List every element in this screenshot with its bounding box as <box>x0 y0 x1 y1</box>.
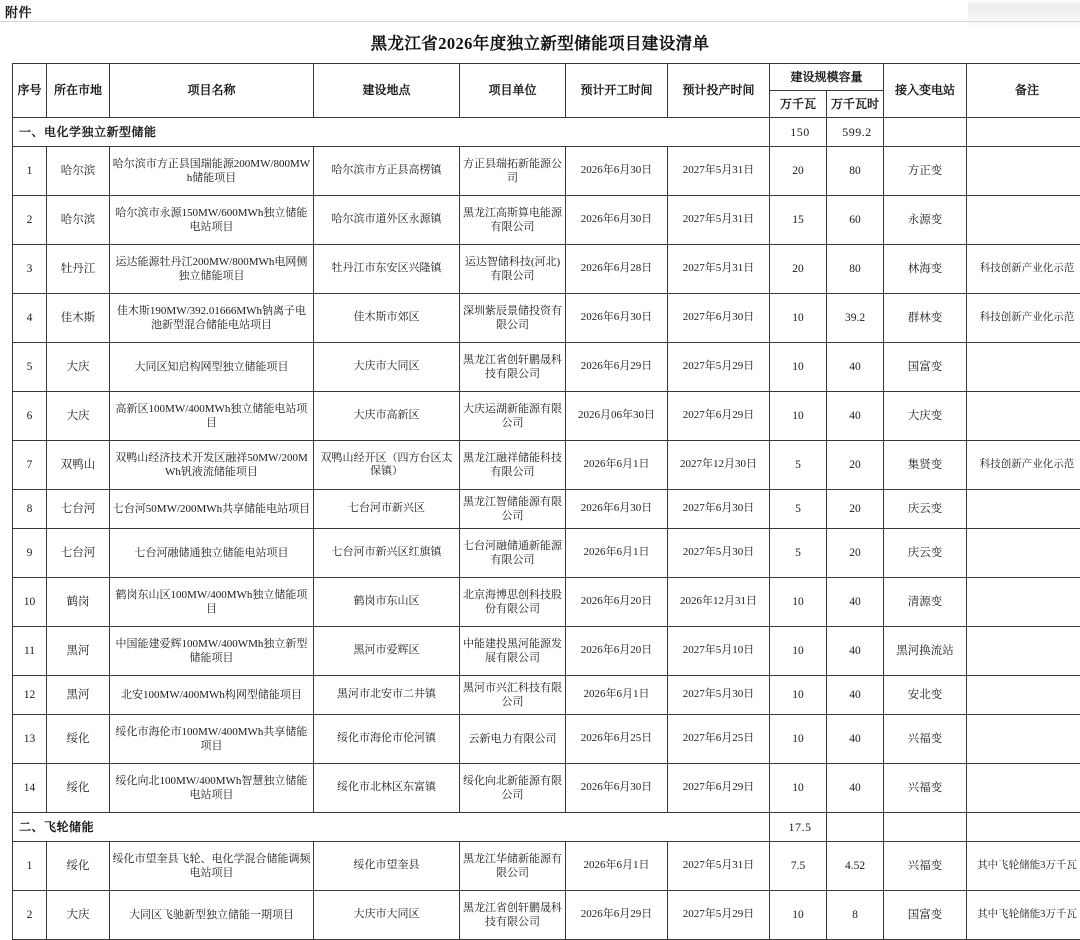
cell-city: 黑河 <box>47 676 110 715</box>
cell-seq: 12 <box>13 676 47 715</box>
cell-start-time: 2026年6月30日 <box>566 764 668 813</box>
cell-project-name: 鹤岗东山区100MW/400MWh独立储能项目 <box>110 578 314 627</box>
table-row <box>13 578 1080 627</box>
cell-project-name: 双鸭山经济技术开发区融祥50MW/200MWh钒液流储能项目 <box>110 441 314 490</box>
cell-capacity-power: 10 <box>770 715 827 764</box>
table-row <box>13 490 1080 529</box>
cell-site: 双鸭山经开区（四方台区太保镇） <box>314 441 460 490</box>
cell-unit: 北京海博思创科技股份有限公司 <box>460 578 566 627</box>
cell-operation-time: 2027年6月30日 <box>668 490 770 529</box>
col-header-note: 备注 <box>967 64 1080 118</box>
cell-project-name: 绥化市海伦市100MW/400MWh共享储能项目 <box>110 715 314 764</box>
cell-seq: 14 <box>13 764 47 813</box>
cell-note <box>967 196 1080 245</box>
col-header-substation: 接入变电站 <box>884 64 967 118</box>
cell-capacity-power: 10 <box>770 764 827 813</box>
cell-substation: 庆云变 <box>884 529 967 578</box>
col-header-operation-time: 预计投产时间 <box>668 64 770 118</box>
cell-start-time: 2026年6月1日 <box>566 529 668 578</box>
cell-city: 哈尔滨 <box>47 196 110 245</box>
cell-note <box>967 147 1080 196</box>
cell-substation: 大庆变 <box>884 392 967 441</box>
cell-project-name: 大同区知启构网型独立储能项目 <box>110 343 314 392</box>
cell-site: 佳木斯市郊区 <box>314 294 460 343</box>
cell-capacity-energy: 80 <box>827 147 884 196</box>
cell-unit: 黑龙江高斯算电能源有限公司 <box>460 196 566 245</box>
cell-site: 大庆市高新区 <box>314 392 460 441</box>
cell-unit: 大庆运湖新能源有限公司 <box>460 392 566 441</box>
cell-start-time: 2026年6月28日 <box>566 245 668 294</box>
scan-shadow-artifact <box>968 0 1080 26</box>
section-total-power: 150 <box>770 118 827 147</box>
cell-note: 科技创新产业化示范 <box>967 245 1080 294</box>
cell-capacity-energy: 40 <box>827 343 884 392</box>
cell-substation: 兴福变 <box>884 842 967 891</box>
cell-substation: 庆云变 <box>884 490 967 529</box>
cell-unit: 方正县瑞拓新能源公司 <box>460 147 566 196</box>
cell-unit: 黑龙江华储新能源有限公司 <box>460 842 566 891</box>
table-row <box>13 764 1080 813</box>
cell-note: 其中飞轮储能3万千瓦 <box>967 891 1080 940</box>
cell-project-name: 大同区飞驰新型独立储能一期项目 <box>110 891 314 940</box>
table-row <box>13 529 1080 578</box>
col-header-project-name: 项目名称 <box>110 64 314 118</box>
cell-site: 大庆市大同区 <box>314 343 460 392</box>
cell-operation-time: 2027年5月31日 <box>668 245 770 294</box>
cell-operation-time: 2026年12月31日 <box>668 578 770 627</box>
cell-project-name: 哈尔滨市方正县国瑞能源200MW/800MWh储能项目 <box>110 147 314 196</box>
cell-site: 哈尔滨市道外区永源镇 <box>314 196 460 245</box>
cell-capacity-power: 5 <box>770 529 827 578</box>
cell-seq: 9 <box>13 529 47 578</box>
cell-substation: 国富变 <box>884 891 967 940</box>
cell-capacity-energy: 40 <box>827 578 884 627</box>
cell-capacity-power: 10 <box>770 676 827 715</box>
cell-start-time: 2026年6月29日 <box>566 891 668 940</box>
cell-substation: 林海变 <box>884 245 967 294</box>
cell-operation-time: 2027年5月30日 <box>668 676 770 715</box>
cell-capacity-power: 10 <box>770 294 827 343</box>
attachment-label: 附件 <box>5 2 32 21</box>
section-substation-blank <box>884 813 967 842</box>
table-row <box>13 294 1080 343</box>
table-body <box>13 118 1080 940</box>
cell-capacity-energy: 40 <box>827 715 884 764</box>
cell-unit: 黑河市兴汇科技有限公司 <box>460 676 566 715</box>
cell-operation-time: 2027年5月31日 <box>668 147 770 196</box>
table-row <box>13 842 1080 891</box>
table-row <box>13 196 1080 245</box>
cell-city: 大庆 <box>47 891 110 940</box>
cell-capacity-energy: 60 <box>827 196 884 245</box>
cell-seq: 7 <box>13 441 47 490</box>
cell-city: 鹤岗 <box>47 578 110 627</box>
cell-capacity-energy: 39.2 <box>827 294 884 343</box>
cell-capacity-energy: 8 <box>827 891 884 940</box>
table-row <box>13 147 1080 196</box>
cell-project-name: 高新区100MW/400MWh独立储能电站项目 <box>110 392 314 441</box>
cell-note <box>967 715 1080 764</box>
cell-note <box>967 627 1080 676</box>
table-row <box>13 891 1080 940</box>
cell-note <box>967 764 1080 813</box>
cell-capacity-power: 10 <box>770 343 827 392</box>
section-total-energy <box>827 813 884 842</box>
cell-project-name: 佳木斯190MW/392.01666MWh钠离子电池新型混合储能电站项目 <box>110 294 314 343</box>
cell-site: 牡丹江市东安区兴隆镇 <box>314 245 460 294</box>
cell-capacity-energy: 40 <box>827 764 884 813</box>
cell-unit: 七台河融储通新能源有限公司 <box>460 529 566 578</box>
cell-project-name: 北安100MW/400MWh构网型储能项目 <box>110 676 314 715</box>
cell-project-name: 七台河融储通独立储能电站项目 <box>110 529 314 578</box>
cell-unit: 黑龙江融祥储能科技有限公司 <box>460 441 566 490</box>
cell-capacity-power: 20 <box>770 147 827 196</box>
cell-substation: 永源变 <box>884 196 967 245</box>
section-row <box>13 813 1080 842</box>
cell-start-time: 2026年6月1日 <box>566 676 668 715</box>
cell-start-time: 2026年6月30日 <box>566 490 668 529</box>
cell-operation-time: 2027年6月30日 <box>668 294 770 343</box>
cell-city: 佳木斯 <box>47 294 110 343</box>
cell-site: 大庆市大同区 <box>314 891 460 940</box>
cell-substation: 方正变 <box>884 147 967 196</box>
cell-operation-time: 2027年5月30日 <box>668 529 770 578</box>
cell-note <box>967 490 1080 529</box>
cell-seq: 10 <box>13 578 47 627</box>
cell-project-name: 运达能源牡丹江200MW/800MWh电网侧独立储能项目 <box>110 245 314 294</box>
section-total-energy: 599.2 <box>827 118 884 147</box>
cell-city: 哈尔滨 <box>47 147 110 196</box>
cell-note: 科技创新产业化示范 <box>967 294 1080 343</box>
cell-start-time: 2026月06年30日 <box>566 392 668 441</box>
cell-site: 绥化市北林区东富镇 <box>314 764 460 813</box>
cell-site: 绥化市海伦市伦河镇 <box>314 715 460 764</box>
cell-start-time: 2026年6月29日 <box>566 343 668 392</box>
cell-capacity-power: 10 <box>770 392 827 441</box>
cell-seq: 1 <box>13 147 47 196</box>
cell-operation-time: 2027年12月30日 <box>668 441 770 490</box>
cell-seq: 4 <box>13 294 47 343</box>
cell-unit: 运达智储科技(河北)有限公司 <box>460 245 566 294</box>
section-title: 一、电化学独立新型储能 <box>13 118 770 147</box>
cell-city: 绥化 <box>47 715 110 764</box>
cell-unit: 云新电力有限公司 <box>460 715 566 764</box>
page-title: 黑龙江省2026年度独立新型储能项目建设清单 <box>0 30 1080 54</box>
cell-substation: 集贤变 <box>884 441 967 490</box>
col-header-capacity-energy: 万千瓦时 <box>827 91 884 118</box>
cell-project-name: 哈尔滨市永源150MW/600MWh独立储能电站项目 <box>110 196 314 245</box>
col-header-city: 所在市地 <box>47 64 110 118</box>
cell-seq: 2 <box>13 196 47 245</box>
cell-operation-time: 2027年5月31日 <box>668 842 770 891</box>
cell-note <box>967 578 1080 627</box>
cell-capacity-energy: 40 <box>827 627 884 676</box>
cell-site: 黑河市北安市二井镇 <box>314 676 460 715</box>
col-header-seq: 序号 <box>13 64 47 118</box>
section-note-blank <box>967 813 1080 842</box>
cell-capacity-power: 5 <box>770 441 827 490</box>
cell-city: 大庆 <box>47 343 110 392</box>
cell-start-time: 2026年6月30日 <box>566 147 668 196</box>
cell-substation: 兴福变 <box>884 764 967 813</box>
cell-start-time: 2026年6月30日 <box>566 294 668 343</box>
cell-start-time: 2026年6月30日 <box>566 196 668 245</box>
table-row <box>13 676 1080 715</box>
cell-unit: 黑龙江智储能源有限公司 <box>460 490 566 529</box>
cell-capacity-power: 10 <box>770 578 827 627</box>
cell-substation: 清源变 <box>884 578 967 627</box>
cell-city: 黑河 <box>47 627 110 676</box>
project-list-table <box>12 63 1080 940</box>
cell-seq: 3 <box>13 245 47 294</box>
cell-substation: 群林变 <box>884 294 967 343</box>
cell-note <box>967 392 1080 441</box>
section-row <box>13 118 1080 147</box>
cell-operation-time: 2027年6月29日 <box>668 392 770 441</box>
cell-start-time: 2026年6月20日 <box>566 578 668 627</box>
cell-city: 绥化 <box>47 842 110 891</box>
table-row <box>13 245 1080 294</box>
cell-capacity-energy: 4.52 <box>827 842 884 891</box>
cell-seq: 1 <box>13 842 47 891</box>
table-row <box>13 627 1080 676</box>
cell-substation: 兴福变 <box>884 715 967 764</box>
col-header-unit: 项目单位 <box>460 64 566 118</box>
cell-city: 绥化 <box>47 764 110 813</box>
cell-city: 七台河 <box>47 490 110 529</box>
cell-site: 七台河市新兴区 <box>314 490 460 529</box>
col-header-site: 建设地点 <box>314 64 460 118</box>
cell-site: 哈尔滨市方正县高楞镇 <box>314 147 460 196</box>
header-divider <box>0 21 1080 22</box>
cell-site: 七台河市新兴区红旗镇 <box>314 529 460 578</box>
cell-capacity-energy: 20 <box>827 441 884 490</box>
cell-project-name: 绥化向北100MW/400MWh智慧独立储能电站项目 <box>110 764 314 813</box>
section-title: 二、飞轮储能 <box>13 813 770 842</box>
table-row <box>13 441 1080 490</box>
cell-start-time: 2026年6月1日 <box>566 441 668 490</box>
cell-operation-time: 2027年6月25日 <box>668 715 770 764</box>
cell-project-name: 七台河50MW/200MWh共享储能电站项目 <box>110 490 314 529</box>
cell-project-name: 中国能建爱辉100MW/400WMh独立新型储能项目 <box>110 627 314 676</box>
cell-capacity-energy: 40 <box>827 392 884 441</box>
cell-unit: 黑龙江省创轩鹏晟科技有限公司 <box>460 343 566 392</box>
section-note-blank <box>967 118 1080 147</box>
cell-site: 黑河市爱辉区 <box>314 627 460 676</box>
cell-substation: 安北变 <box>884 676 967 715</box>
cell-capacity-power: 10 <box>770 627 827 676</box>
cell-start-time: 2026年6月1日 <box>566 842 668 891</box>
cell-seq: 2 <box>13 891 47 940</box>
cell-seq: 8 <box>13 490 47 529</box>
col-header-capacity-group: 建设规模容量 <box>770 64 884 91</box>
cell-unit: 中能建投黑河能源发展有限公司 <box>460 627 566 676</box>
cell-operation-time: 2027年5月10日 <box>668 627 770 676</box>
cell-substation: 国富变 <box>884 343 967 392</box>
cell-capacity-energy: 20 <box>827 529 884 578</box>
cell-note <box>967 676 1080 715</box>
cell-start-time: 2026年6月25日 <box>566 715 668 764</box>
cell-capacity-power: 20 <box>770 245 827 294</box>
cell-capacity-power: 5 <box>770 490 827 529</box>
cell-operation-time: 2027年5月29日 <box>668 891 770 940</box>
table-header <box>13 64 1080 118</box>
cell-site: 绥化市望奎县 <box>314 842 460 891</box>
cell-city: 双鸭山 <box>47 441 110 490</box>
col-header-start-time: 预计开工时间 <box>566 64 668 118</box>
cell-note <box>967 529 1080 578</box>
cell-capacity-energy: 20 <box>827 490 884 529</box>
cell-seq: 6 <box>13 392 47 441</box>
cell-seq: 5 <box>13 343 47 392</box>
cell-capacity-power: 15 <box>770 196 827 245</box>
cell-capacity-energy: 40 <box>827 676 884 715</box>
cell-capacity-energy: 80 <box>827 245 884 294</box>
cell-city: 七台河 <box>47 529 110 578</box>
cell-site: 鹤岗市东山区 <box>314 578 460 627</box>
table-row <box>13 715 1080 764</box>
cell-operation-time: 2027年5月29日 <box>668 343 770 392</box>
cell-operation-time: 2027年5月31日 <box>668 196 770 245</box>
cell-note: 科技创新产业化示范 <box>967 441 1080 490</box>
cell-note <box>967 343 1080 392</box>
cell-unit: 黑龙江省创轩鹏晟科技有限公司 <box>460 891 566 940</box>
cell-unit: 深圳紫辰景储投资有限公司 <box>460 294 566 343</box>
section-total-power: 17.5 <box>770 813 827 842</box>
cell-city: 大庆 <box>47 392 110 441</box>
cell-project-name: 绥化市望奎县飞轮、电化学混合储能调频电站项目 <box>110 842 314 891</box>
cell-seq: 11 <box>13 627 47 676</box>
cell-note: 其中飞轮储能3万千瓦 <box>967 842 1080 891</box>
cell-operation-time: 2027年6月29日 <box>668 764 770 813</box>
table-row <box>13 392 1080 441</box>
cell-start-time: 2026年6月20日 <box>566 627 668 676</box>
table-row <box>13 343 1080 392</box>
cell-capacity-power: 10 <box>770 891 827 940</box>
cell-unit: 绥化向北新能源有限公司 <box>460 764 566 813</box>
col-header-capacity-power: 万千瓦 <box>770 91 827 118</box>
cell-capacity-power: 7.5 <box>770 842 827 891</box>
section-substation-blank <box>884 118 967 147</box>
cell-seq: 13 <box>13 715 47 764</box>
cell-substation: 黑河换流站 <box>884 627 967 676</box>
cell-city: 牡丹江 <box>47 245 110 294</box>
